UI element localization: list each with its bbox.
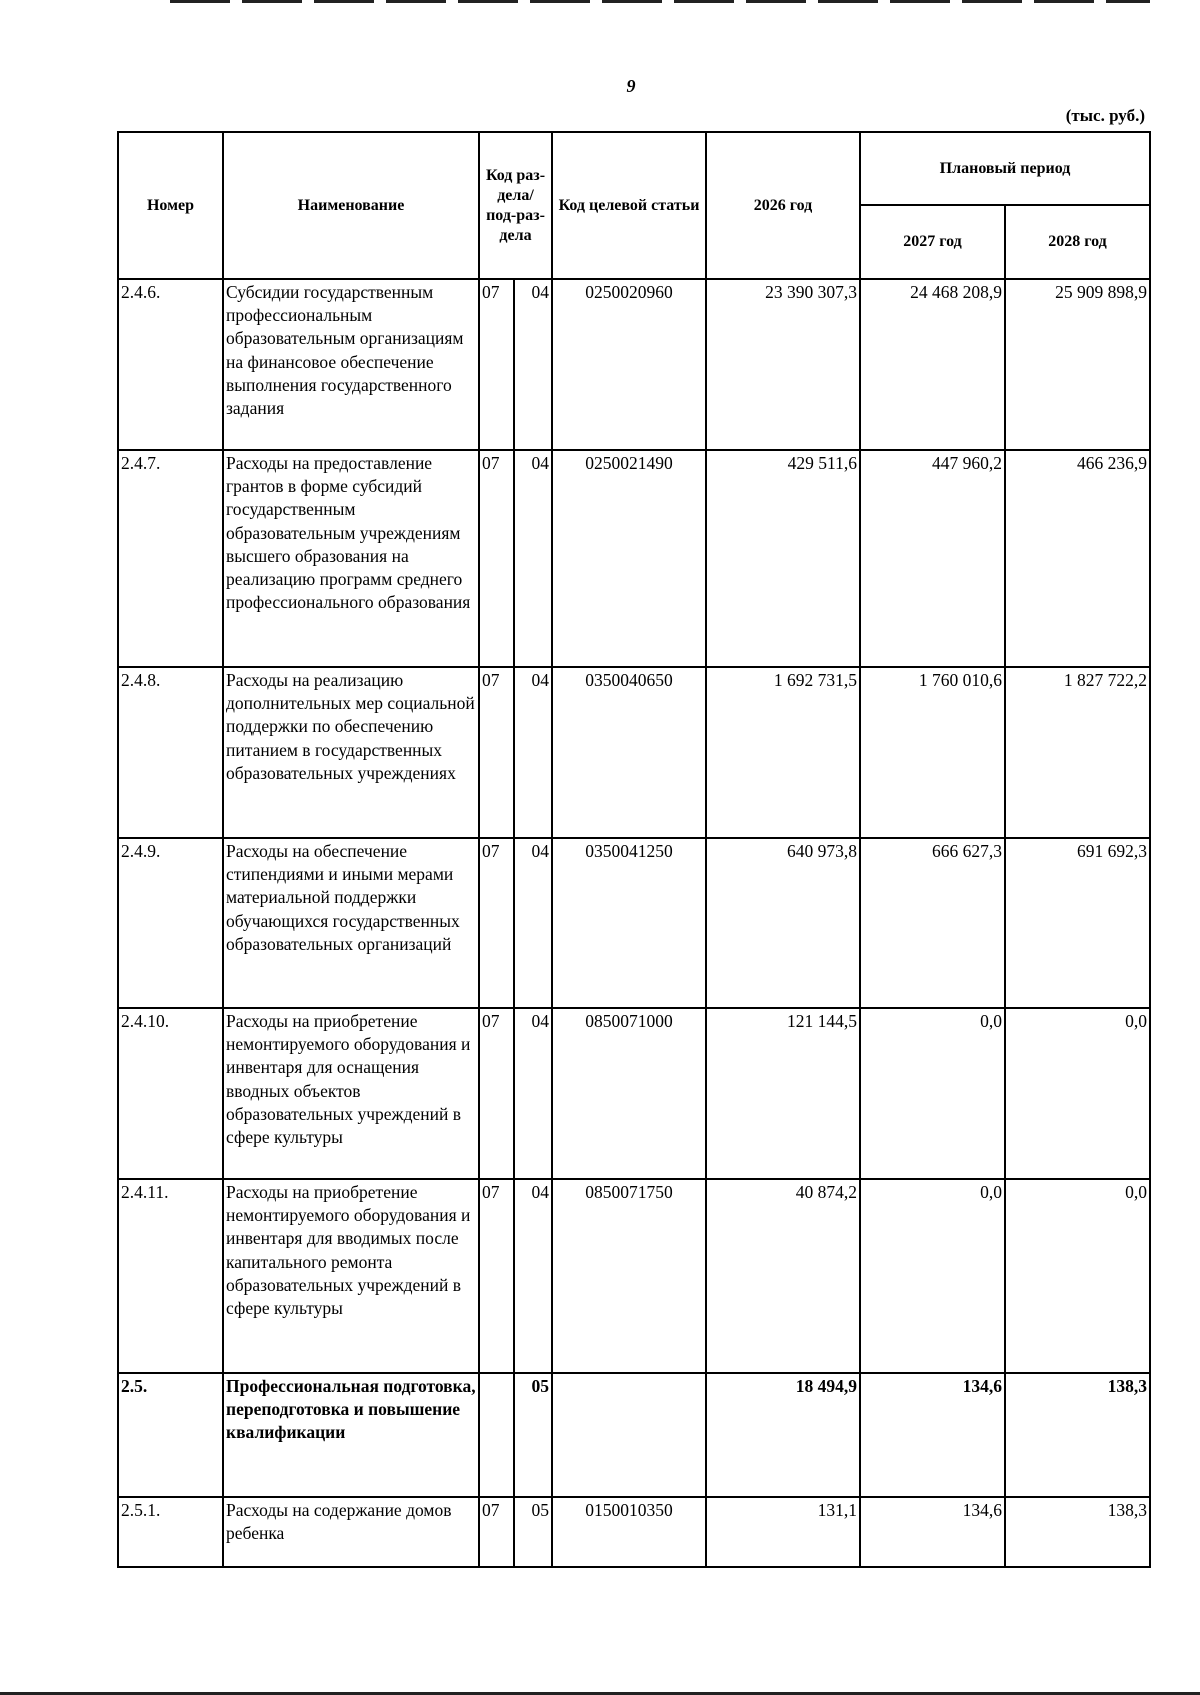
row-amount-2026: 429 511,6 <box>706 450 860 667</box>
row-amount-2028: 1 827 722,2 <box>1005 667 1150 838</box>
row-number: 2.4.9. <box>118 838 223 1008</box>
row-subsection-code: 04 <box>514 1179 552 1373</box>
row-amount-2026: 23 390 307,3 <box>706 279 860 450</box>
row-name: Расходы на содержание домов ребенка <box>223 1497 479 1567</box>
row-number: 2.5.1. <box>118 1497 223 1567</box>
table-row <box>118 1008 1150 1179</box>
row-amount-2027: 447 960,2 <box>860 450 1005 667</box>
header-planning-period: Плановый период <box>860 132 1150 205</box>
row-section-code: 07 <box>479 667 514 838</box>
row-name: Расходы на реализацию дополнительных мер социальной поддержки по обеспечению питанием в государственных образовательных учреждениях <box>223 667 479 838</box>
row-subsection-code: 04 <box>514 279 552 450</box>
header-name: Наименование <box>223 132 479 279</box>
row-target-code: 0850071000 <box>552 1008 706 1179</box>
row-target-code: 0350041250 <box>552 838 706 1008</box>
row-subsection-code: 04 <box>514 1008 552 1179</box>
row-section-code: 07 <box>479 1179 514 1373</box>
row-subsection-code: 04 <box>514 450 552 667</box>
table-row <box>118 279 1150 450</box>
row-section-code: 07 <box>479 1497 514 1567</box>
row-number: 2.5. <box>118 1373 223 1497</box>
row-subsection-code: 04 <box>514 838 552 1008</box>
page-number: 9 <box>626 76 636 96</box>
row-number: 2.4.10. <box>118 1008 223 1179</box>
row-amount-2027: 134,6 <box>860 1373 1005 1497</box>
row-section-code: 07 <box>479 450 514 667</box>
row-number: 2.4.8. <box>118 667 223 838</box>
row-number: 2.4.6. <box>118 279 223 450</box>
row-section-code: 07 <box>479 838 514 1008</box>
row-amount-2026: 1 692 731,5 <box>706 667 860 838</box>
row-amount-2027: 0,0 <box>860 1179 1005 1373</box>
row-amount-2026: 18 494,9 <box>706 1373 860 1497</box>
header-section-code: Код раз-дела/ под-раз-дела <box>479 132 552 279</box>
row-name: Профессиональная подготовка, переподготовка и повышение квалификации <box>223 1373 479 1497</box>
row-amount-2027: 0,0 <box>860 1008 1005 1179</box>
row-target-code: 0250021490 <box>552 450 706 667</box>
header-number: Номер <box>118 132 223 279</box>
row-amount-2027: 24 468 208,9 <box>860 279 1005 450</box>
row-number: 2.4.7. <box>118 450 223 667</box>
row-subsection-code: 05 <box>514 1497 552 1567</box>
row-name: Расходы на обеспечение стипендиями и иными мерами материальной поддержки обучающихся государственных образовательных организаций <box>223 838 479 1008</box>
scan-top-edge <box>170 0 1150 3</box>
row-target-code: 0150010350 <box>552 1497 706 1567</box>
table-row <box>118 1179 1150 1373</box>
header-target-code: Код целевой статьи <box>552 132 706 279</box>
units-label: (тыс. руб.) <box>1065 106 1145 125</box>
row-amount-2028: 25 909 898,9 <box>1005 279 1150 450</box>
row-amount-2027: 666 627,3 <box>860 838 1005 1008</box>
row-amount-2028: 0,0 <box>1005 1008 1150 1179</box>
table-row <box>118 667 1150 838</box>
header-year-2026: 2026 год <box>706 132 860 279</box>
row-name: Расходы на предоставление грантов в форме субсидий государственным образовательным учреждениям высшего образования на реализацию программ среднего профессионального образования <box>223 450 479 667</box>
row-amount-2028: 466 236,9 <box>1005 450 1150 667</box>
row-target-code: 0250020960 <box>552 279 706 450</box>
header-year-2027: 2027 год <box>860 205 1005 279</box>
row-target-code: 0850071750 <box>552 1179 706 1373</box>
row-subsection-code: 05 <box>514 1373 552 1497</box>
row-amount-2026: 131,1 <box>706 1497 860 1567</box>
table-row <box>118 1373 1150 1497</box>
row-amount-2026: 121 144,5 <box>706 1008 860 1179</box>
row-name: Субсидии государственным профессиональным образовательным организациям на финансовое обеспечение выполнения государственного задания <box>223 279 479 450</box>
row-amount-2028: 0,0 <box>1005 1179 1150 1373</box>
row-amount-2028: 138,3 <box>1005 1373 1150 1497</box>
table-row <box>118 1497 1150 1567</box>
row-number: 2.4.11. <box>118 1179 223 1373</box>
row-name: Расходы на приобретение немонтируемого оборудования и инвентаря для оснащения вводных объектов образовательных учреждений в сфере культуры <box>223 1008 479 1179</box>
row-amount-2026: 40 874,2 <box>706 1179 860 1373</box>
row-amount-2028: 138,3 <box>1005 1497 1150 1567</box>
row-target-code <box>552 1373 706 1497</box>
table-row <box>118 838 1150 1008</box>
table-row <box>118 450 1150 667</box>
row-amount-2027: 134,6 <box>860 1497 1005 1567</box>
table-body <box>118 279 1150 1567</box>
row-subsection-code: 04 <box>514 667 552 838</box>
header-year-2028: 2028 год <box>1005 205 1150 279</box>
row-amount-2027: 1 760 010,6 <box>860 667 1005 838</box>
row-section-code <box>479 1373 514 1497</box>
row-section-code: 07 <box>479 1008 514 1179</box>
budget-table <box>117 131 1151 1568</box>
row-name: Расходы на приобретение немонтируемого оборудования и инвентаря для вводимых после капитального ремонта образовательных учреждений в сфере культуры <box>223 1179 479 1373</box>
row-amount-2026: 640 973,8 <box>706 838 860 1008</box>
row-amount-2028: 691 692,3 <box>1005 838 1150 1008</box>
row-target-code: 0350040650 <box>552 667 706 838</box>
row-section-code: 07 <box>479 279 514 450</box>
